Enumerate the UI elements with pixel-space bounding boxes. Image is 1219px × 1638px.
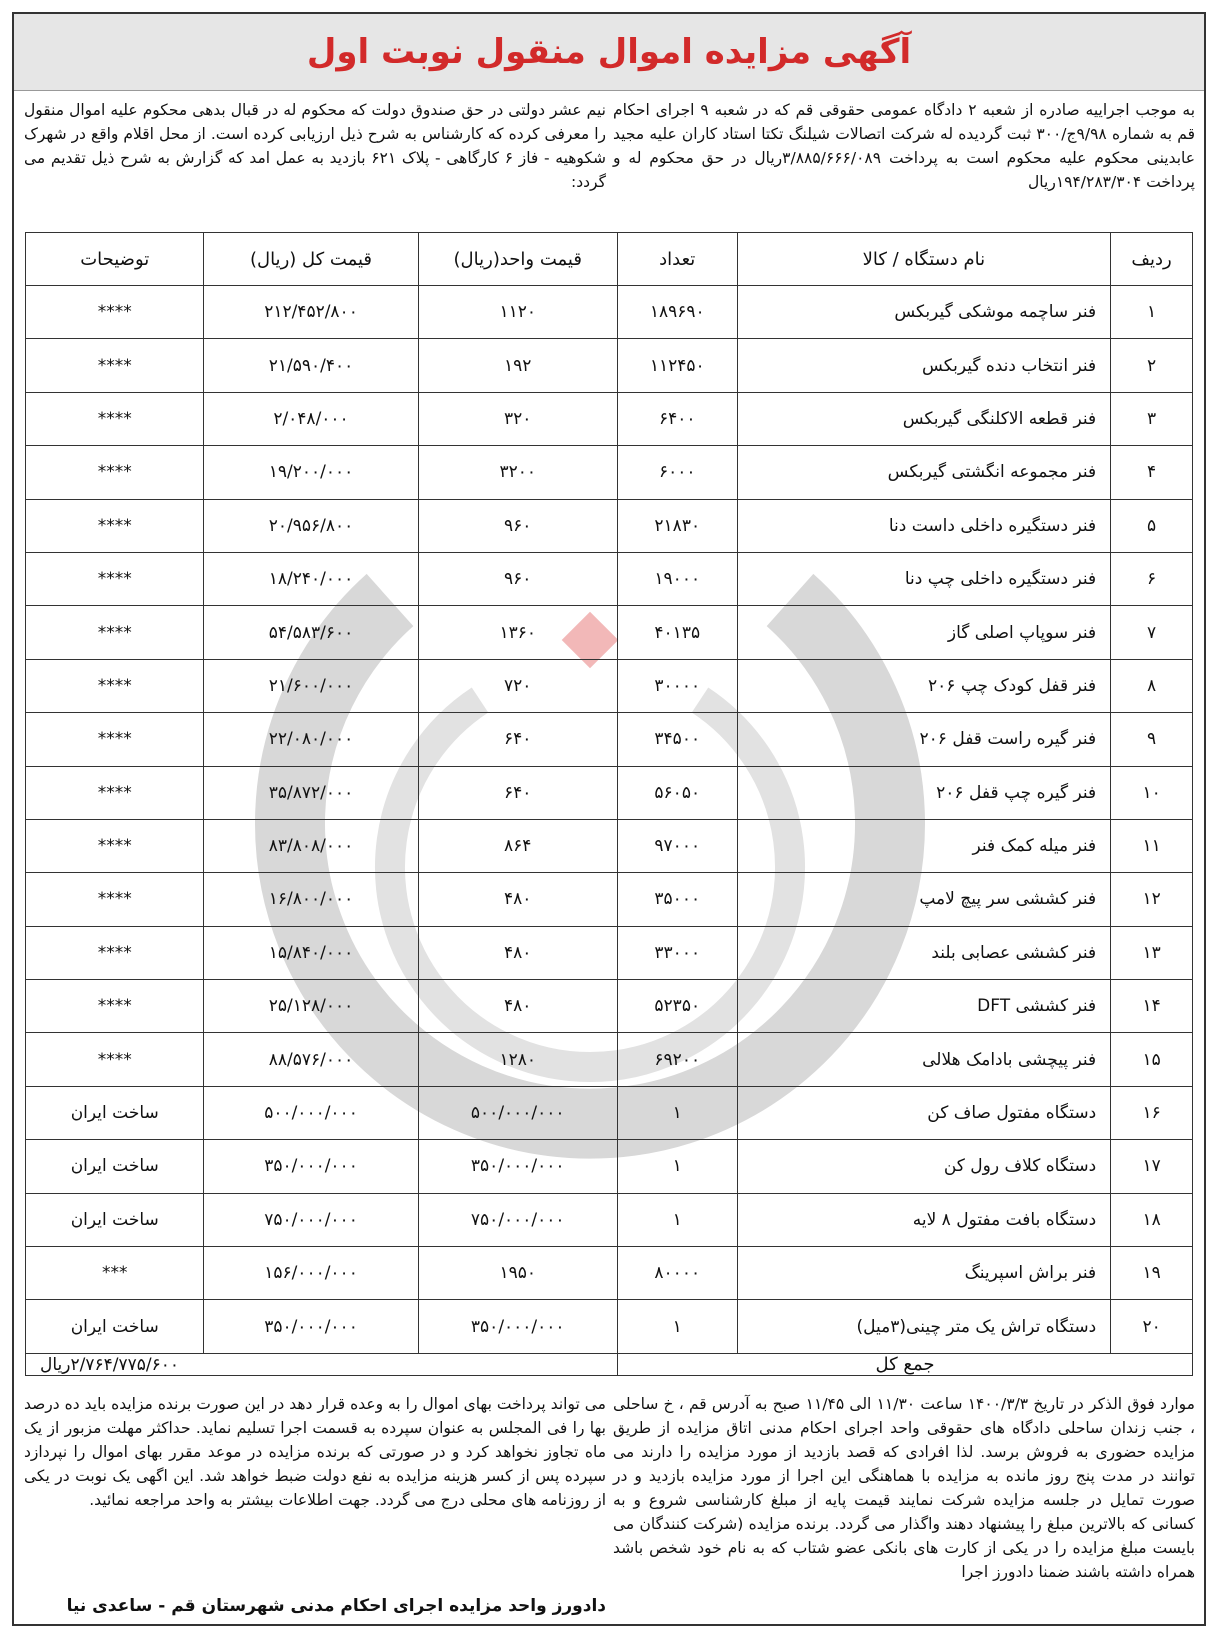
table-row <box>26 766 1193 819</box>
table-row <box>26 873 1193 926</box>
cell-item-name: فنر کششی DFT <box>737 980 1111 1033</box>
table-row <box>26 1193 1193 1246</box>
cell-row-number: ۳ <box>1111 392 1193 445</box>
intro-text-left: نیم عشر دولتی در حق صندوق دولت که محکوم له در قبال بدهی محکوم علیه اموال منقول را معرفی کرده که کارشناس به شرح ذیل ارزیابی کرده است. از محل اقلام واقع در شهرک شکوهیه - فاز ۶ کارگاهی - پلاک ۶۲۱ بازدید به عمل امد که گزارش به شرح ذیل تقدیم می گردد: <box>24 101 606 191</box>
cell-item-name: فنر سوپاپ اصلی گاز <box>737 606 1111 659</box>
cell-item-name: فنر میله کمک فنر <box>737 819 1111 872</box>
cell-unit-price: ۳۵۰/۰۰۰/۰۰۰ <box>418 1140 617 1193</box>
cell-notes: **** <box>26 873 204 926</box>
cell-unit-price: ۱۲۸۰ <box>418 1033 617 1086</box>
cell-quantity: ۳۰۰۰۰ <box>617 659 737 712</box>
cell-unit-price: ۳۲۰۰ <box>418 446 617 499</box>
cell-item-name: فنر دستگیره داخلی داست دنا <box>737 499 1111 552</box>
cell-unit-price: ۹۶۰ <box>418 552 617 605</box>
cell-item-name: دستگاه کلاف رول کن <box>737 1140 1111 1193</box>
cell-notes: **** <box>26 926 204 979</box>
table-row <box>26 552 1193 605</box>
header-unit-price: قیمت واحد(ریال) <box>418 233 617 286</box>
cell-quantity: ۸۰۰۰۰ <box>617 1247 737 1300</box>
cell-item-name: فنر انتخاب دنده گیربکس <box>737 339 1111 392</box>
cell-notes: **** <box>26 819 204 872</box>
cell-quantity: ۶۴۰۰ <box>617 392 737 445</box>
cell-row-number: ۱۷ <box>1111 1140 1193 1193</box>
cell-item-name: فنر گیره چپ قفل ۲۰۶ <box>737 766 1111 819</box>
cell-item-name: فنر کششی سر پیچ لامپ <box>737 873 1111 926</box>
cell-row-number: ۱۲ <box>1111 873 1193 926</box>
table-row <box>26 659 1193 712</box>
cell-quantity: ۶۰۰۰ <box>617 446 737 499</box>
table-row <box>26 606 1193 659</box>
table-body <box>26 286 1193 1354</box>
table-row <box>26 713 1193 766</box>
cell-quantity: ۱۹۰۰۰ <box>617 552 737 605</box>
cell-notes: **** <box>26 552 204 605</box>
cell-unit-price: ۴۸۰ <box>418 980 617 1033</box>
cell-total-price: ۸۳/۸۰۸/۰۰۰ <box>204 819 418 872</box>
cell-total-price: ۱۵/۸۴۰/۰۰۰ <box>204 926 418 979</box>
table-row <box>26 446 1193 499</box>
cell-notes: ساخت ایران <box>26 1193 204 1246</box>
cell-item-name: دستگاه تراش یک متر چینی(۳میل) <box>737 1300 1111 1354</box>
cell-row-number: ۲ <box>1111 339 1193 392</box>
cell-item-name: فنر کششی عصابی بلند <box>737 926 1111 979</box>
cell-item-name: دستگاه مفتول صاف کن <box>737 1086 1111 1139</box>
total-value: ۲/۷۶۴/۷۷۵/۶۰۰ریال <box>26 1354 618 1376</box>
cell-quantity: ۹۷۰۰۰ <box>617 819 737 872</box>
cell-unit-price: ۵۰۰/۰۰۰/۰۰۰ <box>418 1086 617 1139</box>
cell-unit-price: ۶۴۰ <box>418 713 617 766</box>
cell-unit-price: ۹۶۰ <box>418 499 617 552</box>
cell-row-number: ۶ <box>1111 552 1193 605</box>
header-notes: توضیحات <box>26 233 204 286</box>
cell-total-price: ۱۸/۲۴۰/۰۰۰ <box>204 552 418 605</box>
cell-unit-price: ۱۳۶۰ <box>418 606 617 659</box>
cell-unit-price: ۳۲۰ <box>418 392 617 445</box>
cell-total-price: ۳۵۰/۰۰۰/۰۰۰ <box>204 1140 418 1193</box>
cell-total-price: ۱۵۶/۰۰۰/۰۰۰ <box>204 1247 418 1300</box>
cell-notes: **** <box>26 499 204 552</box>
cell-unit-price: ۱۹۵۰ <box>418 1247 617 1300</box>
cell-total-price: ۲/۰۴۸/۰۰۰ <box>204 392 418 445</box>
conditions-text-right: موارد فوق الذکر در تاریخ ۱۴۰۰/۳/۳ ساعت ۱۱/۳۰ الی ۱۱/۴۵ صبح به آدرس قم ، خ ساحلی ، جنب زندان ساحلی دادگاه های حقوقی واحد اجرای احکام مدنی اتاق مزایده از طریق مزایده حضوری به فروش برسد. لذا افرادی که قصد بازدید از مورد مزایده را دارند می توانند در مدت پنج روز مانده به مزایده با هماهنگی این اجرا از مورد مزایده بازدید و در صورت تمایل در جلسه مزایده شرکت نمایند قیمت پایه از مبلغ کارشناسی شروع و به کسانی که بالاترین مبلغ را پیشنهاد دهند واگذار می گردد. برنده مزایده (شرکت کنندگان می بایست مبلغ مزایده را در یکی از کارت های بانکی عضو شتاب که به نام خود شخص باشد همراه داشته باشند ضمنا دادورز اجرا <box>613 1395 1195 1581</box>
table-row <box>26 1033 1193 1086</box>
cell-total-price: ۷۵۰/۰۰۰/۰۰۰ <box>204 1193 418 1246</box>
conditions-text-left: می تواند پرداخت بهای اموال را به وعده قرار دهد در این صورت برنده مزایده باید ده درصد بها را فی المجلس به عنوان سپرده به قسمت اجرا تسلیم نماید. حداکثر مهلت مزبور از یک ماه تجاوز نخواهد کرد و در صورتی که برنده مزایده در موعد مقرر بهای اموال را نپردازد سپرده پس از کسر هزینه مزایده به نفع دولت ضبط خواهد شد. این اگهی یک نوبت در یکی از روزنامه های محلی درج می گردد. جهت اطلاعات بیشتر به واحد مراجعه نمائید. <box>24 1395 606 1509</box>
cell-unit-price: ۴۸۰ <box>418 926 617 979</box>
table-total-row <box>26 1354 1193 1376</box>
cell-quantity: ۱ <box>617 1086 737 1139</box>
header-row-number: ردیف <box>1111 233 1193 286</box>
cell-notes: **** <box>26 286 204 339</box>
table-row <box>26 1086 1193 1139</box>
cell-notes: **** <box>26 659 204 712</box>
cell-unit-price: ۳۵۰/۰۰۰/۰۰۰ <box>418 1300 617 1354</box>
cell-item-name: فنر ساچمه موشکی گیربکس <box>737 286 1111 339</box>
cell-notes: **** <box>26 446 204 499</box>
cell-total-price: ۱۹/۲۰۰/۰۰۰ <box>204 446 418 499</box>
cell-row-number: ۱۸ <box>1111 1193 1193 1246</box>
cell-quantity: ۳۵۰۰۰ <box>617 873 737 926</box>
table-row <box>26 499 1193 552</box>
cell-row-number: ۸ <box>1111 659 1193 712</box>
intro-text-right: به موجب اجراییه صادره از شعبه ۲ دادگاه عمومی حقوقی قم که در شعبه ۹ اجرای احکام قم به شماره ۹/۹۸ج/۳۰۰ ثبت گردیده له شرکت اتصالات شیلنگ تکتا استاد کاران علیه مجید عابدینی محکوم علیه محکوم است به پرداخت ۳/۸۸۵/۶۶۶/۰۸۹ریال در حق محکوم له و پرداخت ۱۹۴/۲۸۳/۳۰۴ریال <box>613 101 1196 191</box>
cell-unit-price: ۱۱۲۰ <box>418 286 617 339</box>
table-row <box>26 980 1193 1033</box>
cell-total-price: ۱۶/۸۰۰/۰۰۰ <box>204 873 418 926</box>
cell-row-number: ۱ <box>1111 286 1193 339</box>
items-table <box>25 232 1193 1376</box>
cell-unit-price: ۷۲۰ <box>418 659 617 712</box>
cell-total-price: ۲۱/۶۰۰/۰۰۰ <box>204 659 418 712</box>
table-row <box>26 1140 1193 1193</box>
table-row <box>26 1300 1193 1354</box>
cell-quantity: ۱ <box>617 1193 737 1246</box>
cell-total-price: ۲۱/۵۹۰/۴۰۰ <box>204 339 418 392</box>
cell-row-number: ۱۶ <box>1111 1086 1193 1139</box>
cell-quantity: ۲۱۸۳۰ <box>617 499 737 552</box>
cell-total-price: ۲۱۲/۴۵۲/۸۰۰ <box>204 286 418 339</box>
header-item-name: نام دستگاه / کالا <box>737 233 1111 286</box>
cell-row-number: ۹ <box>1111 713 1193 766</box>
cell-notes: **** <box>26 1033 204 1086</box>
cell-unit-price: ۷۵۰/۰۰۰/۰۰۰ <box>418 1193 617 1246</box>
header-quantity: تعداد <box>617 233 737 286</box>
table-row <box>26 339 1193 392</box>
cell-quantity: ۴۰۱۳۵ <box>617 606 737 659</box>
total-label: جمع کل <box>617 1354 1192 1376</box>
cell-unit-price: ۴۸۰ <box>418 873 617 926</box>
cell-row-number: ۷ <box>1111 606 1193 659</box>
cell-row-number: ۱۰ <box>1111 766 1193 819</box>
cell-item-name: فنر گیره راست قفل ۲۰۶ <box>737 713 1111 766</box>
cell-item-name: دستگاه بافت مفتول ۸ لایه <box>737 1193 1111 1246</box>
table-header-row <box>26 233 1193 286</box>
cell-quantity: ۱۱۲۴۵۰ <box>617 339 737 392</box>
table-row <box>26 392 1193 445</box>
cell-quantity: ۱ <box>617 1300 737 1354</box>
cell-row-number: ۱۱ <box>1111 819 1193 872</box>
cell-quantity: ۳۴۵۰۰ <box>617 713 737 766</box>
cell-quantity: ۱ <box>617 1140 737 1193</box>
cell-quantity: ۶۹۲۰۰ <box>617 1033 737 1086</box>
cell-total-price: ۲۵/۱۲۸/۰۰۰ <box>204 980 418 1033</box>
header-total-price: قیمت کل (ریال) <box>204 233 418 286</box>
table-row <box>26 286 1193 339</box>
cell-quantity: ۳۳۰۰۰ <box>617 926 737 979</box>
cell-total-price: ۲۲/۰۸۰/۰۰۰ <box>204 713 418 766</box>
table-row <box>26 926 1193 979</box>
cell-row-number: ۱۹ <box>1111 1247 1193 1300</box>
signature-line: دادورز واحد مزایده اجرای احکام مدنی شهرستان قم - ساعدی نیا <box>66 1596 606 1616</box>
cell-notes: **** <box>26 339 204 392</box>
cell-notes: ساخت ایران <box>26 1086 204 1139</box>
cell-item-name: فنر مجموعه انگشتی گیربکس <box>737 446 1111 499</box>
cell-row-number: ۱۳ <box>1111 926 1193 979</box>
cell-unit-price: ۸۶۴ <box>418 819 617 872</box>
cell-item-name: فنر براش اسپرینگ <box>737 1247 1111 1300</box>
cell-notes: ساخت ایران <box>26 1300 204 1354</box>
items-table-wrapper <box>25 232 1193 1376</box>
cell-quantity: ۵۲۳۵۰ <box>617 980 737 1033</box>
cell-notes: *** <box>26 1247 204 1300</box>
table-row <box>26 819 1193 872</box>
notice-title: آگهی مزایده اموال منقول نوبت اول <box>306 32 912 72</box>
cell-total-price: ۳۵/۸۷۲/۰۰۰ <box>204 766 418 819</box>
cell-notes: **** <box>26 766 204 819</box>
cell-quantity: ۵۶۰۵۰ <box>617 766 737 819</box>
cell-row-number: ۴ <box>1111 446 1193 499</box>
cell-unit-price: ۱۹۲ <box>418 339 617 392</box>
cell-total-price: ۸۸/۵۷۶/۰۰۰ <box>204 1033 418 1086</box>
cell-notes: **** <box>26 392 204 445</box>
cell-row-number: ۲۰ <box>1111 1300 1193 1354</box>
cell-notes: **** <box>26 606 204 659</box>
cell-total-price: ۳۵۰/۰۰۰/۰۰۰ <box>204 1300 418 1354</box>
cell-notes: **** <box>26 713 204 766</box>
cell-unit-price: ۶۴۰ <box>418 766 617 819</box>
cell-item-name: فنر دستگیره داخلی چپ دنا <box>737 552 1111 605</box>
cell-row-number: ۵ <box>1111 499 1193 552</box>
cell-quantity: ۱۸۹۶۹۰ <box>617 286 737 339</box>
table-row <box>26 1247 1193 1300</box>
cell-notes: **** <box>26 980 204 1033</box>
cell-item-name: فنر قطعه الاکلنگی گیربکس <box>737 392 1111 445</box>
cell-total-price: ۲۰/۹۵۶/۸۰۰ <box>204 499 418 552</box>
title-bar <box>14 14 1204 91</box>
cell-item-name: فنر قفل کودک چپ ۲۰۶ <box>737 659 1111 712</box>
cell-row-number: ۱۴ <box>1111 980 1193 1033</box>
cell-total-price: ۵۰۰/۰۰۰/۰۰۰ <box>204 1086 418 1139</box>
cell-total-price: ۵۴/۵۸۳/۶۰۰ <box>204 606 418 659</box>
cell-item-name: فنر پیچشی بادامک هلالی <box>737 1033 1111 1086</box>
cell-row-number: ۱۵ <box>1111 1033 1193 1086</box>
cell-notes: ساخت ایران <box>26 1140 204 1193</box>
